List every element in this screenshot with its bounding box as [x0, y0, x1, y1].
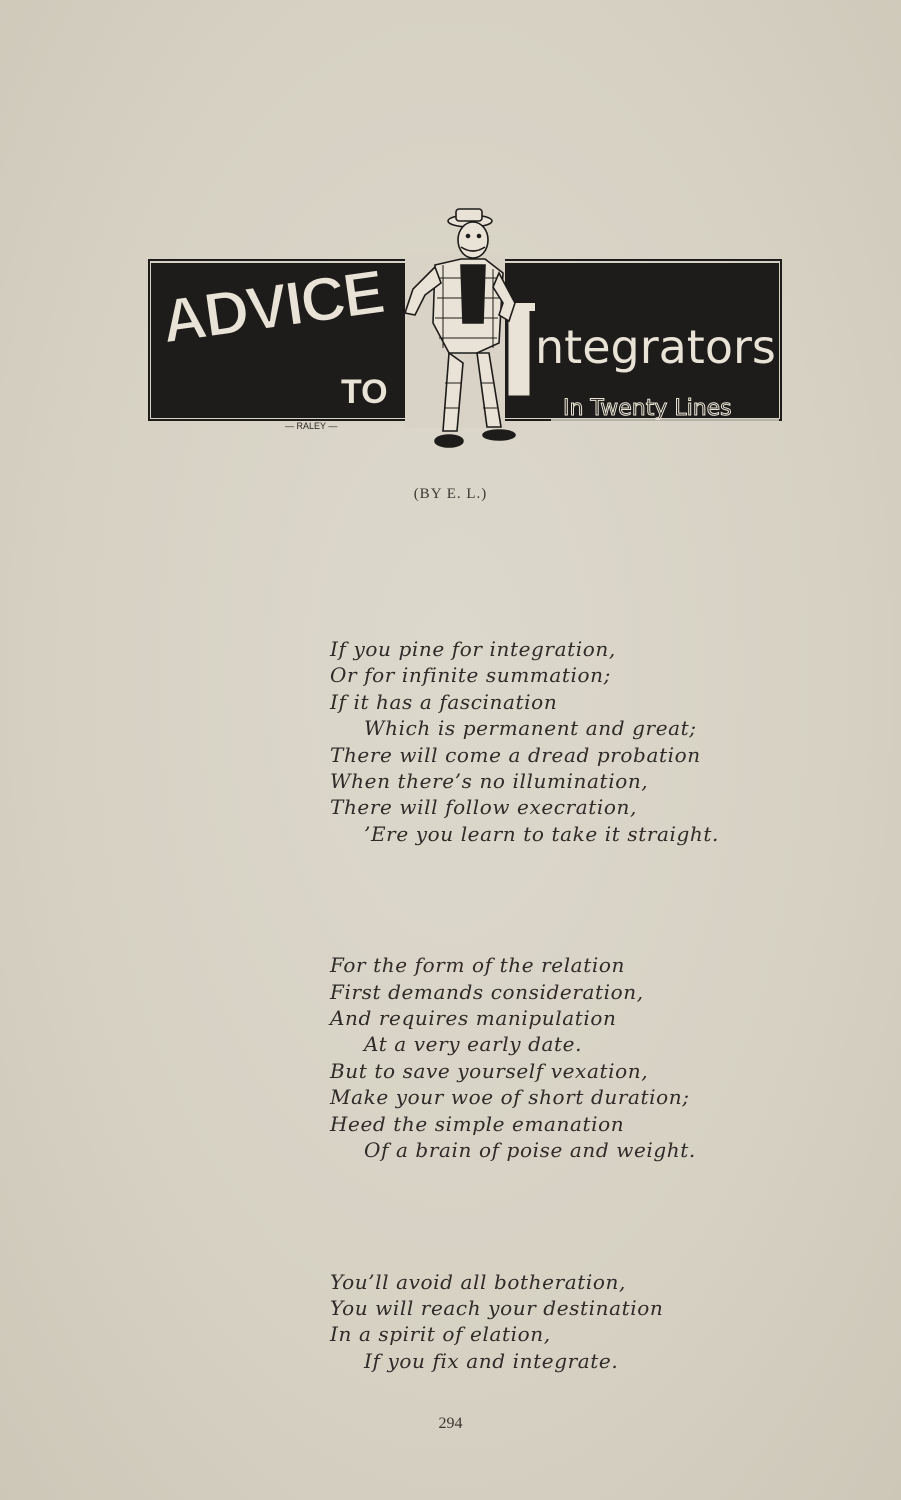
poem — [330, 636, 850, 1374]
poem-line: First demands consideration, — [330, 979, 644, 1004]
poem-line: Heed the simple emanation — [330, 1111, 625, 1136]
poem-line: But to save yourself vexation, — [330, 1058, 649, 1083]
page-number: 294 — [438, 1415, 463, 1432]
poem-line: Which is permanent and great; — [364, 716, 697, 741]
poem-line: For the form of the relation — [330, 953, 625, 978]
stanza-3 — [330, 1269, 850, 1375]
poem-line: At a very early date. — [364, 1032, 583, 1057]
banner-subtitle: In Twenty Lines — [563, 396, 732, 421]
stanza-1 — [330, 636, 850, 847]
banner-word-advice: ADVICE — [157, 257, 388, 357]
poem-line: And requires manipulation — [330, 1006, 617, 1031]
poem-line: ’Ere you learn to take it straight. — [364, 821, 720, 846]
poem-line: When there’s no illumination, — [330, 769, 649, 794]
title-banner — [143, 203, 783, 463]
stanza-2 — [330, 952, 850, 1163]
poem-line: You’ll avoid all botheration, — [330, 1269, 626, 1294]
banner-word-integrators: ntegrators — [535, 320, 776, 374]
poem-line: Make your woe of short duration; — [330, 1085, 690, 1110]
poem-line: If it has a fascination — [330, 689, 558, 714]
poem-line: In a spirit of elation, — [330, 1322, 551, 1347]
poem-line: There will follow execration, — [330, 795, 637, 820]
artist-signature: — RALEY — — [285, 421, 338, 431]
poem-line: Or for infinite summation; — [330, 663, 611, 688]
banner-word-to: TO — [341, 373, 388, 411]
poem-line: There will come a dread probation — [330, 742, 701, 767]
byline: (BY E. L.) — [413, 486, 488, 502]
poem-line: If you pine for integration, — [330, 637, 616, 661]
poem-line: If you fix and integrate. — [364, 1348, 619, 1373]
poem-line: Of a brain of poise and weight. — [364, 1138, 696, 1163]
poem-line: You will reach your destination — [330, 1295, 664, 1320]
